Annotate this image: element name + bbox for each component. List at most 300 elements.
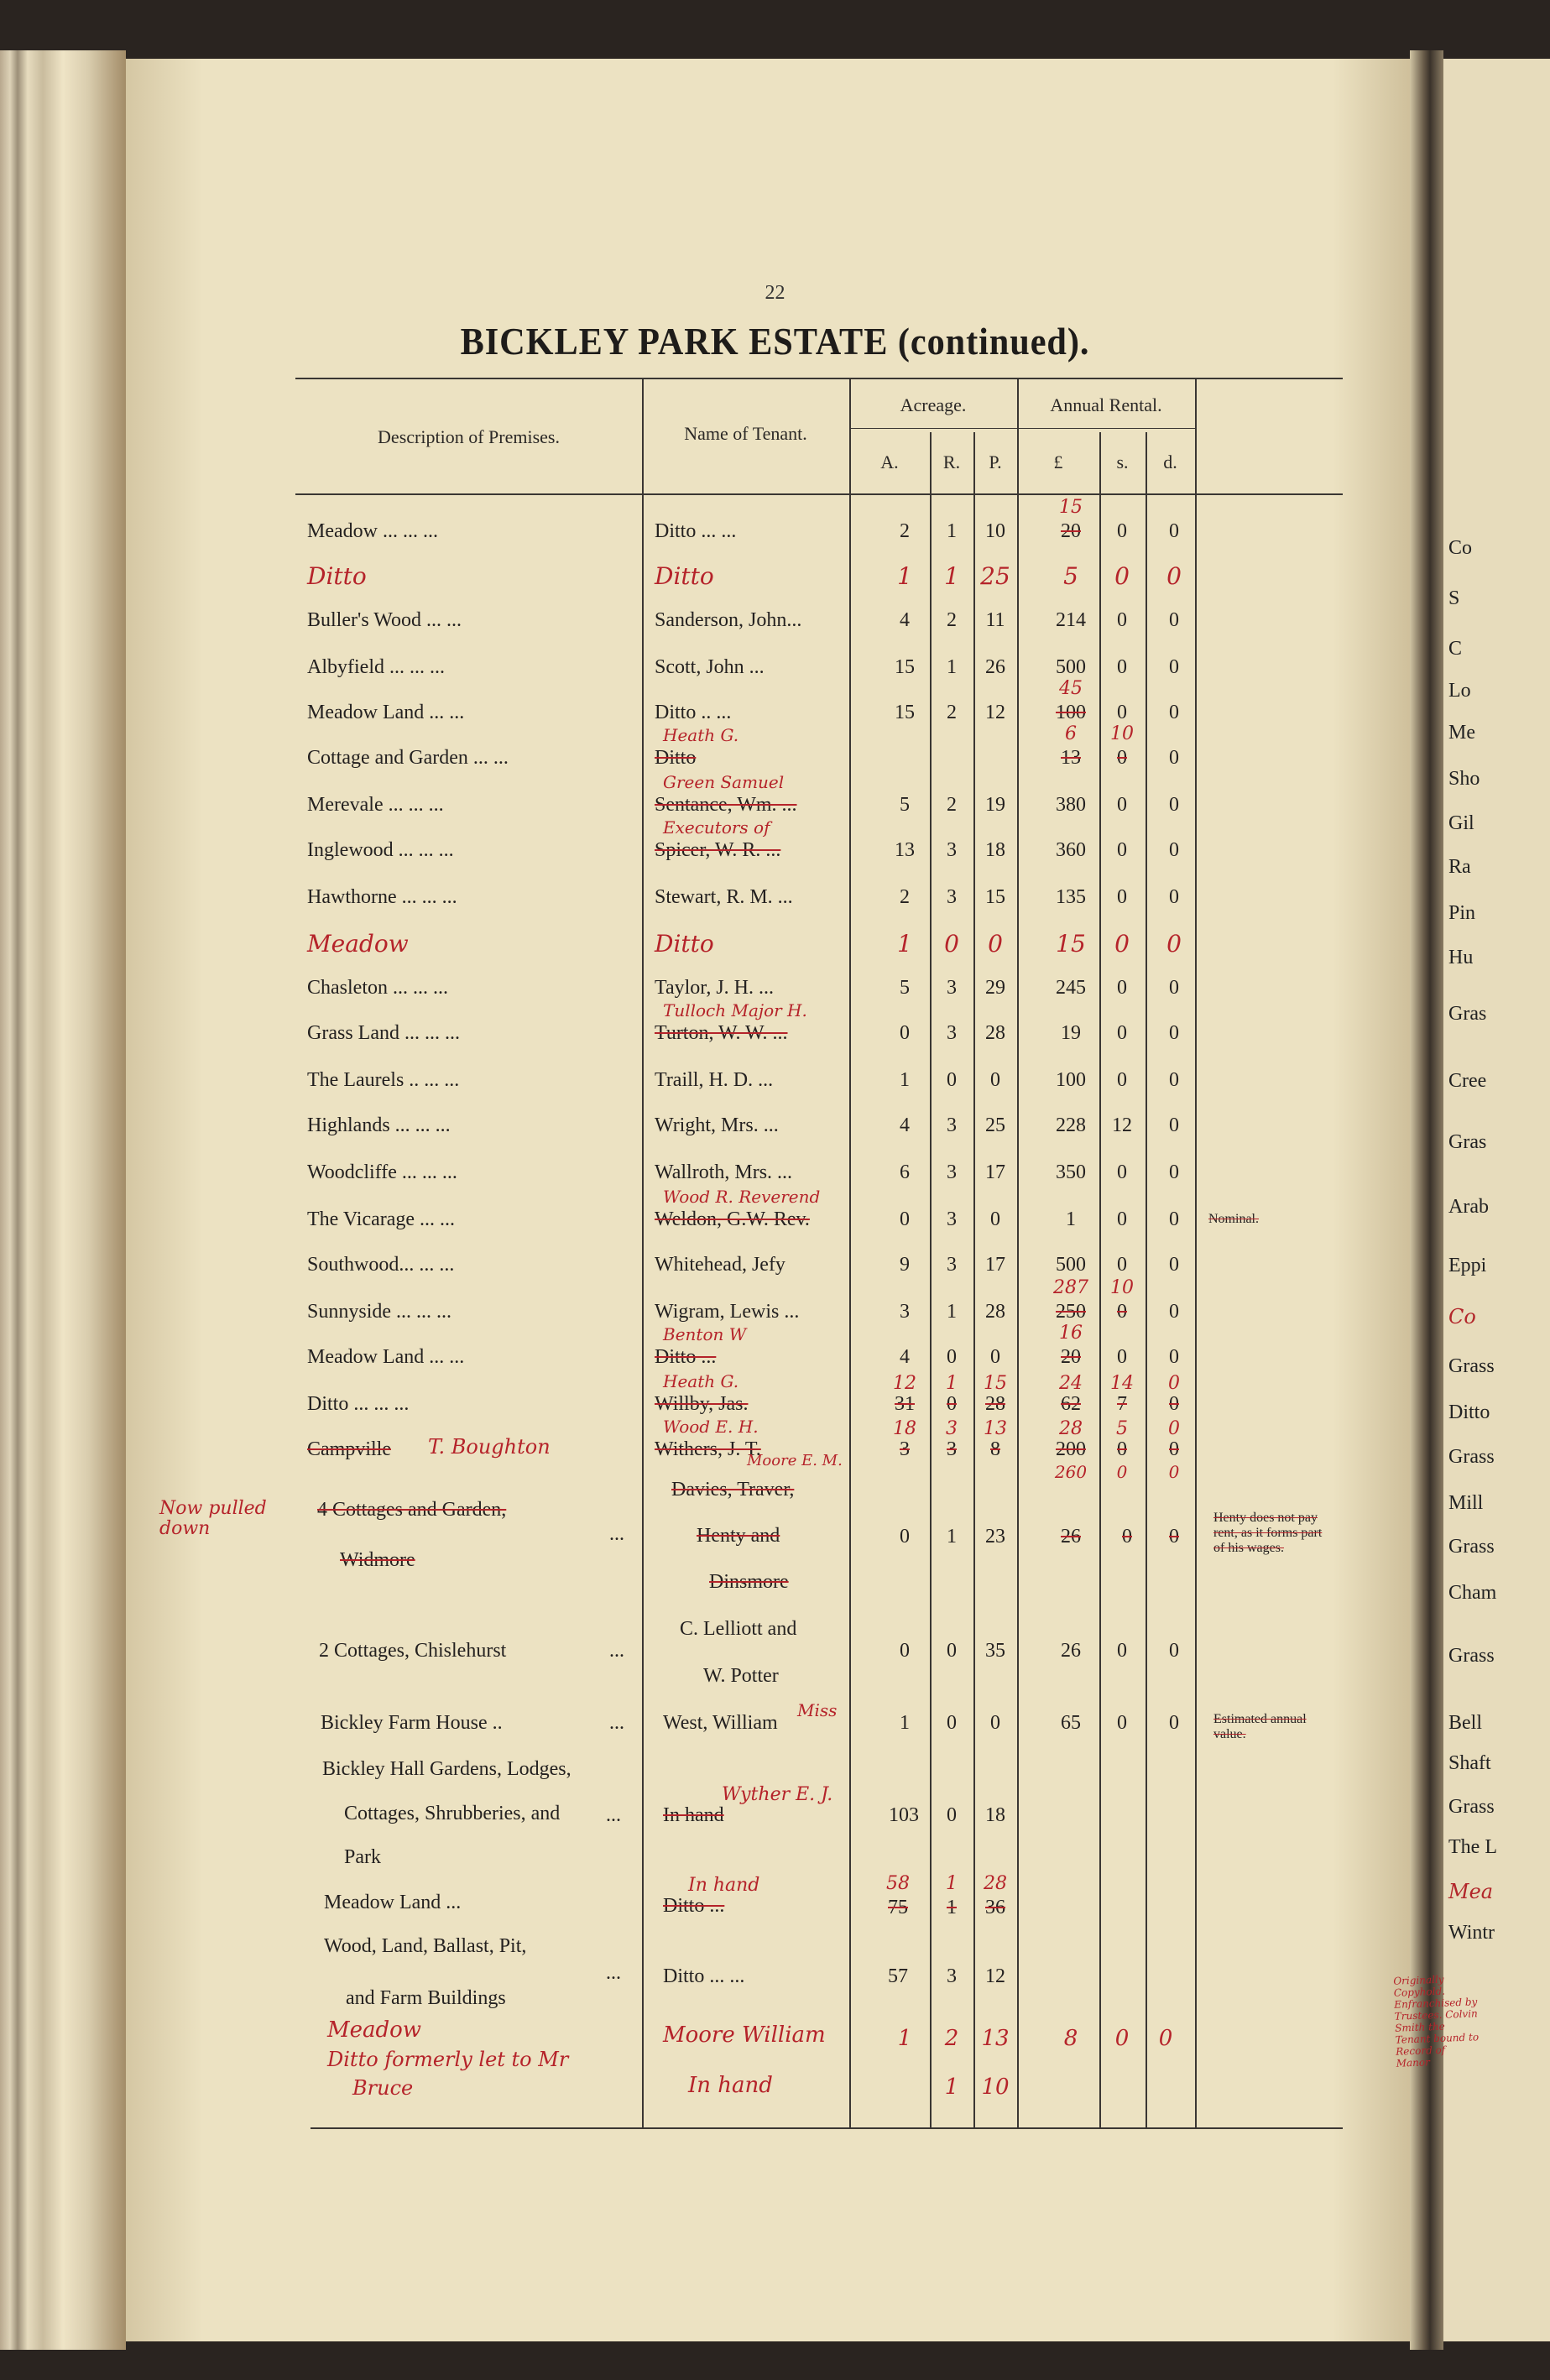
row-acres: 4 [900, 609, 910, 631]
next-page-word: Cham [1448, 1582, 1497, 1604]
meadowland-r: 1 [947, 1897, 957, 1918]
chislehurst-tenant-line1: C. Lelliott and [680, 1618, 797, 1640]
row-roods: 1 [947, 1301, 957, 1323]
row-pounds-correction: 6 [1065, 723, 1077, 744]
row-pounds: 13 [1061, 747, 1081, 769]
row-pence: 0 [1169, 1393, 1179, 1415]
next-page-word: Lo [1448, 680, 1471, 702]
wood-leader: ... [606, 1962, 621, 1984]
row-pounds: 214 [1056, 609, 1086, 631]
row-roods: 1 [947, 520, 957, 542]
hall-p: 18 [985, 1804, 1005, 1826]
row-acres: 2 [900, 520, 910, 542]
header-rental: Annual Rental. [1050, 394, 1162, 415]
row-perches: 18 [985, 839, 1005, 861]
cottages-tenant-line2: Henty and [697, 1525, 780, 1547]
row-pounds: 5 [1063, 562, 1078, 590]
row-tenant: Turton, W. W. ... [655, 1022, 788, 1044]
row-acres: 1 [900, 1069, 910, 1091]
row-pounds: 250 [1056, 1301, 1086, 1323]
row-tenant: Ditto ... [655, 1346, 717, 1368]
hand-ditto-tenant: In hand [688, 2073, 773, 2098]
right-margin-note: Originally Copyhold. Enfranchised by Trustees. Colvin Smith the Tenant bound to Record of Manor [1393, 1973, 1480, 2069]
header-tenant: Name of Tenant. [684, 423, 807, 444]
next-page-word: C [1448, 638, 1463, 660]
row-pence: 0 [1169, 1114, 1179, 1136]
row-tenant: Whitehead, Jefy [655, 1254, 785, 1276]
col-divider-s [1146, 432, 1147, 2127]
row-perches: 26 [985, 656, 1005, 678]
row-roods: 3 [947, 1438, 957, 1460]
row-roods: 3 [947, 1114, 957, 1136]
row-description: Chasleton ... ... ... [307, 977, 448, 999]
row-acres: 1 [897, 562, 912, 590]
row-shillings: 0 [1114, 930, 1130, 958]
meadowland-desc: Meadow Land ... [324, 1892, 462, 1913]
row-perches: 19 [985, 794, 1005, 816]
meadowland-a-correction: 58 [886, 1873, 910, 1894]
header-pounds: £ [1053, 451, 1063, 472]
row-perches: 0 [988, 930, 1003, 958]
row-shillings: 0 [1117, 1438, 1127, 1460]
farmhouse-shillings: 0 [1117, 1712, 1127, 1734]
chislehurst-pounds: 26 [1061, 1640, 1081, 1662]
hand-ditto-r: 1 [944, 2075, 959, 2100]
row-pence: 0 [1169, 609, 1179, 631]
row-roods: 3 [947, 977, 957, 999]
row-pounds: 360 [1056, 839, 1086, 861]
row-acres: 9 [900, 1254, 910, 1276]
meadowland-a: 75 [888, 1897, 908, 1918]
row-pounds: 20 [1061, 520, 1081, 542]
chislehurst-tenant-line2: W. Potter [703, 1665, 779, 1687]
hall-a: 103 [889, 1804, 919, 1826]
row-tenant-annotation: Heath G. [663, 1371, 739, 1391]
row-acres: 6 [900, 1161, 910, 1183]
row-description: The Vicarage ... ... [307, 1208, 456, 1230]
row-pence: 0 [1169, 794, 1179, 816]
row-acres: 0 [900, 1208, 910, 1230]
row-shillings-correction: 5 [1116, 1418, 1128, 1439]
next-page-word: Mea [1448, 1880, 1494, 1903]
row-acres-correction: 12 [893, 1373, 916, 1394]
row-shillings: 0 [1117, 520, 1127, 542]
row-shillings: 0 [1117, 609, 1127, 631]
next-page-word: Co [1448, 537, 1473, 559]
row-note: Nominal. [1208, 1212, 1259, 1226]
row-tenant: Spicer, W. R. ... [655, 839, 781, 861]
row-pounds: 100 [1056, 702, 1086, 723]
row-tenant-annotation: Executors of [663, 817, 770, 838]
next-page-word: Grass [1448, 1355, 1495, 1377]
row-perches: 28 [985, 1022, 1005, 1044]
row-description: Meadow Land ... ... [307, 702, 465, 723]
row-shillings: 7 [1117, 1393, 1127, 1415]
row-shillings: 0 [1117, 702, 1127, 723]
row-roods: 3 [947, 1161, 957, 1183]
row-pounds: 15 [1056, 930, 1086, 958]
row-tenant: Willby, Jas. [655, 1393, 749, 1415]
row-pounds: 500 [1056, 656, 1086, 678]
row-perches: 25 [985, 1114, 1005, 1136]
row-pence: 0 [1169, 839, 1179, 861]
row-pence-correction: 0 [1168, 1418, 1180, 1439]
row-shillings: 0 [1117, 1346, 1127, 1368]
row-description: The Laurels .. ... ... [307, 1069, 460, 1091]
row-pounds: 100 [1056, 1069, 1086, 1091]
row-perches-correction: 13 [984, 1418, 1007, 1439]
row-perches: 11 [985, 609, 1005, 631]
row-pounds: 19 [1061, 1022, 1081, 1044]
cottages-note: Henty does not pay rent, as it forms part of his wages. [1213, 1511, 1323, 1555]
chislehurst-r: 0 [947, 1640, 957, 1662]
row-description: Buller's Wood ... ... [307, 609, 462, 631]
row-perches: 0 [990, 1069, 1000, 1091]
row-shillings: 0 [1117, 1069, 1127, 1091]
row-tenant: Wallroth, Mrs. ... [655, 1161, 793, 1183]
table-bottom-rule [311, 2127, 1343, 2129]
row-perches: 10 [985, 520, 1005, 542]
col-divider-tenant [849, 378, 851, 2127]
row-acres: 4 [900, 1114, 910, 1136]
wood-p: 12 [985, 1965, 1005, 1987]
row-acres: 1 [897, 930, 912, 958]
wood-desc-line1: Wood, Land, Ballast, Pit, [324, 1935, 527, 1957]
chislehurst-leader: ... [609, 1640, 624, 1662]
hall-tenant-annotation: Wyther E. J. [722, 1784, 833, 1805]
cottages-tenant-line3: Dinsmore [709, 1571, 789, 1593]
row-tenant: Weldon, G.W. Rev. [655, 1208, 810, 1230]
hand-ditto-desc-line2: Bruce [352, 2076, 414, 2100]
row-pounds: 350 [1056, 1161, 1086, 1183]
hand-meadow-r: 2 [944, 2026, 959, 2051]
row-description: Southwood... ... ... [307, 1254, 455, 1276]
next-page-word: Ditto [1448, 1401, 1490, 1423]
row-pounds-correction: 45 [1059, 678, 1083, 699]
header-pence: d. [1163, 451, 1177, 472]
row-description: Meadow [307, 930, 409, 958]
cottages-desc-line1: 4 Cottages and Garden, [317, 1499, 507, 1521]
col-divider-desc [642, 378, 644, 2127]
row-perches: 8 [990, 1438, 1000, 1460]
row-roods: 0 [947, 1393, 957, 1415]
row-pence: 0 [1169, 656, 1179, 678]
row-description: Merevale ... ... ... [307, 794, 444, 816]
next-page-word: Arab [1448, 1196, 1489, 1218]
chislehurst-p: 35 [985, 1640, 1005, 1662]
next-page-word: Cree [1448, 1070, 1487, 1092]
chislehurst-a: 0 [900, 1640, 910, 1662]
row-acres: 5 [900, 794, 910, 816]
row-pounds-correction: 16 [1059, 1323, 1083, 1344]
row-tenant-annotation: Tulloch Major H. [663, 1000, 807, 1020]
cottages-pounds: 26 [1061, 1526, 1081, 1548]
row-pence: 0 [1169, 977, 1179, 999]
row-shillings: 0 [1117, 1301, 1127, 1323]
hand-meadow-p: 13 [981, 2026, 1010, 2051]
col-divider-acreage [1017, 378, 1019, 2127]
row-tenant: Ditto .. ... [655, 702, 732, 723]
cottages-tenant-line1: Davies, Traver, [671, 1479, 795, 1501]
page-edges [0, 50, 126, 2350]
row-acres: 13 [895, 839, 915, 861]
row-description: Inglewood ... ... ... [307, 839, 454, 861]
row-description: Cottage and Garden ... ... [307, 747, 509, 769]
meadowland-r-correction: 1 [946, 1873, 958, 1894]
next-page-word: Mill [1448, 1492, 1484, 1514]
row-perches: 12 [985, 702, 1005, 723]
row-tenant: Sentance, Wm. ... [655, 794, 797, 816]
row-perches-correction: 15 [984, 1373, 1007, 1394]
farmhouse-leader: ... [609, 1712, 624, 1734]
row-roods-correction: 1 [946, 1373, 958, 1394]
row-acres: 0 [900, 1022, 910, 1044]
row-pounds-correction: 15 [1059, 497, 1083, 518]
row-roods: 3 [947, 1022, 957, 1044]
header-shillings: s. [1116, 451, 1129, 472]
next-page-word: Co [1448, 1305, 1476, 1328]
hand-meadow-desc: Meadow [327, 2017, 422, 2043]
row-acres-correction: 18 [893, 1418, 916, 1439]
row-pounds: 62 [1061, 1393, 1081, 1415]
row-description: Grass Land ... ... ... [307, 1022, 460, 1044]
hand-meadow-shillings: 0 [1114, 2026, 1130, 2051]
row-shillings: 0 [1114, 562, 1130, 590]
row-tenant: Withers, J. T. [655, 1438, 761, 1460]
meadowland-tenant: Ditto ... [663, 1895, 725, 1917]
header-description: Description of Premises. [378, 426, 560, 447]
row-acres: 3 [900, 1301, 910, 1323]
row-pence: 0 [1169, 1208, 1179, 1230]
hall-r: 0 [947, 1804, 957, 1826]
row-perches: 17 [985, 1254, 1005, 1276]
row-shillings: 0 [1117, 1208, 1127, 1230]
row-perches: 29 [985, 977, 1005, 999]
next-page-word: Grass [1448, 1536, 1495, 1558]
next-page-word: Gil [1448, 812, 1474, 834]
row-description: Meadow Land ... ... [307, 1346, 465, 1368]
row-description: Hawthorne ... ... ... [307, 886, 457, 908]
row-new-shillings: 0 [1116, 1462, 1128, 1482]
col-divider-rental [1195, 378, 1197, 2127]
next-page-word: Wintr [1448, 1922, 1495, 1944]
row-pence: 0 [1169, 1069, 1179, 1091]
row-shillings: 0 [1117, 747, 1127, 769]
row-description: Sunnyside ... ... ... [307, 1301, 452, 1323]
row-new-pence: 0 [1168, 1462, 1180, 1482]
next-page-word: Hu [1448, 947, 1474, 968]
wood-desc-line2: and Farm Buildings [346, 1987, 506, 2009]
row-pounds: 1 [1066, 1208, 1076, 1230]
farmhouse-a: 1 [900, 1712, 910, 1734]
row-shillings: 0 [1117, 794, 1127, 816]
row-tenant: Traill, H. D. ... [655, 1069, 774, 1091]
row-shillings-correction: 14 [1110, 1373, 1134, 1394]
next-page-word: Gras [1448, 1131, 1487, 1153]
row-tenant: Taylor, J. H. ... [655, 977, 775, 999]
row-roods: 1 [947, 656, 957, 678]
subheader-rule [849, 428, 1195, 429]
row-description: Campville [307, 1438, 391, 1460]
header-acreage: Acreage. [900, 394, 967, 415]
row-shillings: 0 [1117, 886, 1127, 908]
row-roods: 3 [947, 886, 957, 908]
farmhouse-note: Estimated annual value. [1213, 1712, 1307, 1741]
meadowland-p-correction: 28 [984, 1873, 1007, 1894]
page-number: 22 [765, 282, 785, 304]
next-page-word: Bell [1448, 1712, 1482, 1734]
row-roods: 0 [947, 1069, 957, 1091]
row-extra-annotation: Moore E. M. [747, 1452, 843, 1469]
farmhouse-tenant: West, William [663, 1712, 778, 1734]
row-pence-correction: 0 [1168, 1373, 1180, 1394]
next-page-word: Grass [1448, 1796, 1495, 1818]
row-pounds: 500 [1056, 1254, 1086, 1276]
chislehurst-pence: 0 [1169, 1640, 1179, 1662]
row-tenant: Wigram, Lewis ... [655, 1301, 800, 1323]
hand-meadow-a: 1 [897, 2026, 912, 2051]
hand-meadow-pence: 0 [1158, 2026, 1173, 2051]
row-tenant: Scott, John ... [655, 656, 765, 678]
row-new-pounds: 260 [1054, 1462, 1088, 1482]
next-page-word: Ra [1448, 856, 1471, 878]
row-perches: 0 [990, 1208, 1000, 1230]
next-page-word: S [1448, 587, 1460, 609]
wood-tenant: Ditto ... ... [663, 1965, 745, 1987]
hand-ditto-p: 10 [981, 2075, 1010, 2100]
cottages-p: 23 [985, 1526, 1005, 1548]
row-roods: 2 [947, 794, 957, 816]
row-tenant-annotation: Benton W [663, 1324, 747, 1344]
row-acres: 5 [900, 977, 910, 999]
next-page-word: Me [1448, 722, 1475, 744]
row-roods: 2 [947, 609, 957, 631]
row-shillings: 12 [1112, 1114, 1132, 1136]
row-pounds: 20 [1061, 1346, 1081, 1368]
row-tenant-annotation: Heath G. [663, 725, 739, 745]
row-perches: 25 [980, 562, 1010, 590]
row-pence: 0 [1166, 562, 1182, 590]
row-acres: 31 [895, 1393, 915, 1415]
row-tenant-annotation: Green Samuel [663, 772, 785, 792]
row-roods: 3 [947, 1254, 957, 1276]
hall-desc-line1: Bickley Hall Gardens, Lodges, [322, 1758, 571, 1780]
row-pounds: 135 [1056, 886, 1086, 908]
row-description-annotation: T. Boughton [428, 1435, 551, 1459]
farmhouse-pounds: 65 [1061, 1712, 1081, 1734]
row-perches: 28 [985, 1301, 1005, 1323]
row-tenant: Ditto [655, 562, 714, 590]
row-shillings: 0 [1117, 656, 1127, 678]
page-title: BICKLEY PARK ESTATE (continued). [460, 320, 1090, 363]
row-pence: 0 [1169, 520, 1179, 542]
row-perches: 28 [985, 1393, 1005, 1415]
row-pence: 0 [1169, 1254, 1179, 1276]
next-page-word: Grass [1448, 1645, 1495, 1667]
row-acres: 15 [895, 702, 915, 723]
next-page-word: Shaft [1448, 1752, 1491, 1774]
row-tenant: Ditto [655, 930, 714, 958]
row-pence: 0 [1169, 1301, 1179, 1323]
row-pounds-correction: 28 [1059, 1418, 1083, 1439]
farmhouse-desc: Bickley Farm House .. [321, 1712, 503, 1734]
wood-r: 3 [947, 1965, 957, 1987]
row-roods: 1 [944, 562, 959, 590]
row-description: Highlands ... ... ... [307, 1114, 451, 1136]
next-page-word: Gras [1448, 1003, 1487, 1025]
header-r: R. [942, 451, 961, 472]
row-tenant: Stewart, R. M. ... [655, 886, 793, 908]
hand-meadow-pounds: 8 [1063, 2026, 1078, 2051]
next-page-word: Grass [1448, 1446, 1495, 1468]
row-pence: 0 [1169, 702, 1179, 723]
next-page-word: Pin [1448, 902, 1476, 924]
row-roods: 3 [947, 839, 957, 861]
row-acres: 4 [900, 1346, 910, 1368]
row-pence: 0 [1169, 747, 1179, 769]
row-tenant: Ditto ... ... [655, 520, 737, 542]
row-pounds: 245 [1056, 977, 1086, 999]
cottages-r: 1 [947, 1526, 957, 1548]
row-tenant-annotation: Wood R. Reverend [663, 1187, 821, 1207]
row-roods: 0 [944, 930, 959, 958]
row-pounds-correction: 287 [1053, 1277, 1088, 1298]
row-shillings: 0 [1117, 977, 1127, 999]
next-page-word: Eppi [1448, 1255, 1487, 1276]
cottages-a: 0 [900, 1526, 910, 1548]
hall-tenant: In hand [663, 1804, 724, 1826]
cottages-shillings: 0 [1122, 1526, 1132, 1548]
cottages-desc-leader: ... [609, 1523, 624, 1545]
row-pounds-correction: 24 [1059, 1373, 1083, 1394]
row-acres: 15 [895, 656, 915, 678]
row-tenant-annotation: Wood E. H. [663, 1417, 759, 1437]
row-pounds: 228 [1056, 1114, 1086, 1136]
row-perches: 15 [985, 886, 1005, 908]
row-shillings: 0 [1117, 839, 1127, 861]
row-tenant: Sanderson, John... [655, 609, 802, 631]
header-a: A. [880, 451, 899, 472]
row-perches: 17 [985, 1161, 1005, 1183]
row-roods: 0 [947, 1346, 957, 1368]
row-shillings: 0 [1117, 1161, 1127, 1183]
next-page-word: The L [1448, 1836, 1497, 1858]
farmhouse-pence: 0 [1169, 1712, 1179, 1734]
side-note-pulled-down: Now pulled down [159, 1498, 267, 1539]
cottages-desc-line2: Widmore [340, 1549, 415, 1571]
row-pence: 0 [1169, 1346, 1179, 1368]
row-shillings: 0 [1117, 1254, 1127, 1276]
meadowland-p: 36 [985, 1897, 1005, 1918]
table-top-rule [295, 378, 1343, 379]
wood-a: 57 [888, 1965, 908, 1987]
header-bottom-rule [295, 493, 1343, 495]
chislehurst-shillings: 0 [1117, 1640, 1127, 1662]
header-p: P. [989, 451, 1002, 472]
hand-meadow-tenant: Moore William [663, 2022, 826, 2048]
row-description: Ditto [307, 562, 367, 590]
row-acres: 3 [900, 1438, 910, 1460]
row-tenant: Wright, Mrs. ... [655, 1114, 779, 1136]
row-pence: 0 [1169, 1022, 1179, 1044]
row-roods: 3 [947, 1208, 957, 1230]
farmhouse-tenant-annotation: Miss [797, 1700, 838, 1720]
row-description: Meadow ... ... ... [307, 520, 438, 542]
next-page-word: Sho [1448, 768, 1480, 790]
farmhouse-p: 0 [990, 1712, 1000, 1734]
row-roods-correction: 3 [946, 1418, 958, 1439]
row-pounds: 380 [1056, 794, 1086, 816]
